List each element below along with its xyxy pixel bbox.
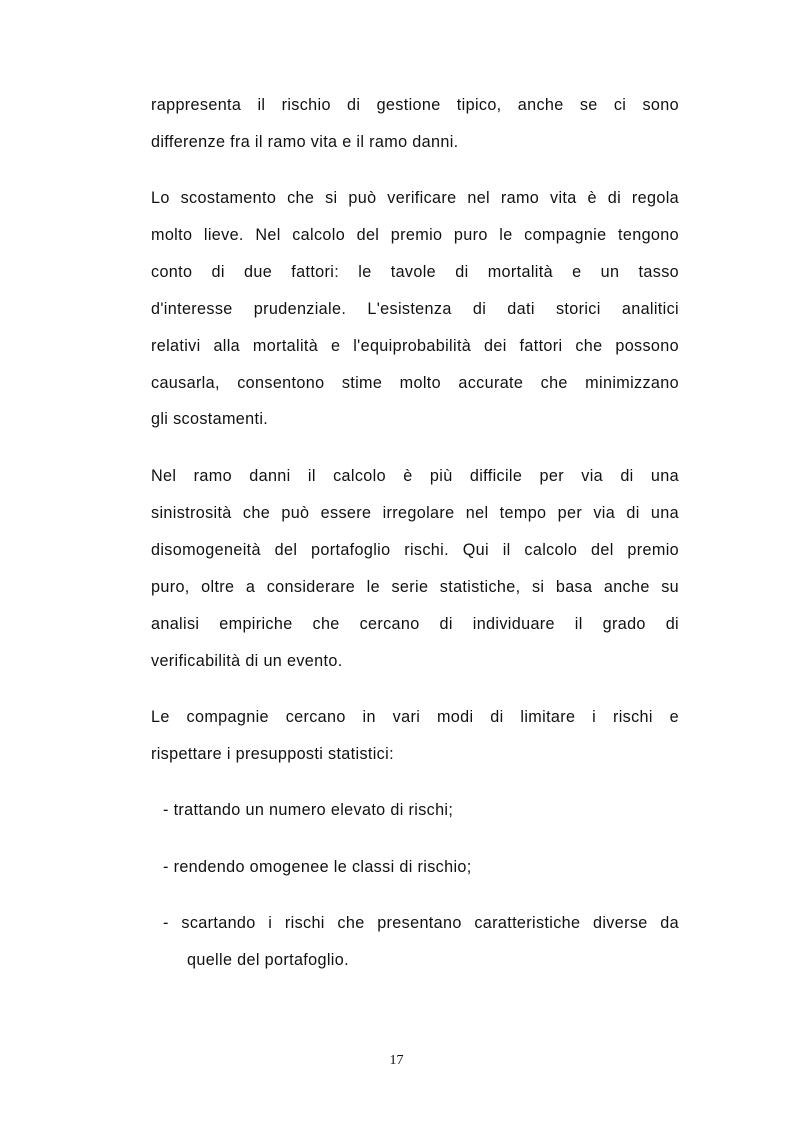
list-item-1: - trattando un numero elevato di rischi; [163,801,454,819]
paragraph-2-line-2: molto lieve. Nel calcolo del premio puro le compagnie tengono [151,226,679,244]
paragraph-2-line-1: Lo scostamento che si può verificare nel ramo vita è di regola [151,189,679,207]
list-item-2: - rendendo omogenee le classi di rischio; [163,858,472,876]
list-item-3-line-1: - scartando i rischi che presentano caratteristiche diverse da [163,914,679,932]
paragraph-1-line-2: differenze fra il ramo vita e il ramo danni. [151,133,459,151]
list-item-3-line-2: quelle del portafoglio. [187,951,349,969]
paragraph-4-line-2: rispettare i presupposti statistici: [151,745,394,763]
paragraph-3-line-4: puro, oltre a considerare le serie statistiche, si basa anche su [151,578,679,596]
paragraph-2-line-3: conto di due fattori: le tavole di mortalità e un tasso [151,263,679,281]
paragraph-1-line-1: rappresenta il rischio di gestione tipico, anche se ci sono [151,96,679,114]
paragraph-3-line-3: disomogeneità del portafoglio rischi. Qui il calcolo del premio [151,541,679,559]
paragraph-3-line-6: verificabilità di un evento. [151,652,343,670]
paragraph-3-line-1: Nel ramo danni il calcolo è più difficile per via di una [151,467,679,485]
paragraph-2-line-4: d'interesse prudenziale. L'esistenza di dati storici analitici [151,300,679,318]
paragraph-3-line-5: analisi empiriche che cercano di individuare il grado di [151,615,679,633]
paragraph-4-line-1: Le compagnie cercano in vari modi di limitare i rischi e [151,708,679,726]
paragraph-2-line-6: causarla, consentono stime molto accurate che minimizzano [151,374,679,392]
paragraph-2-line-5: relativi alla mortalità e l'equiprobabilità dei fattori che possono [151,337,679,355]
page-number: 17 [389,1053,404,1068]
paragraph-2-line-7: gli scostamenti. [151,410,269,428]
paragraph-3-line-2: sinistrosità che può essere irregolare nel tempo per via di una [151,504,679,522]
